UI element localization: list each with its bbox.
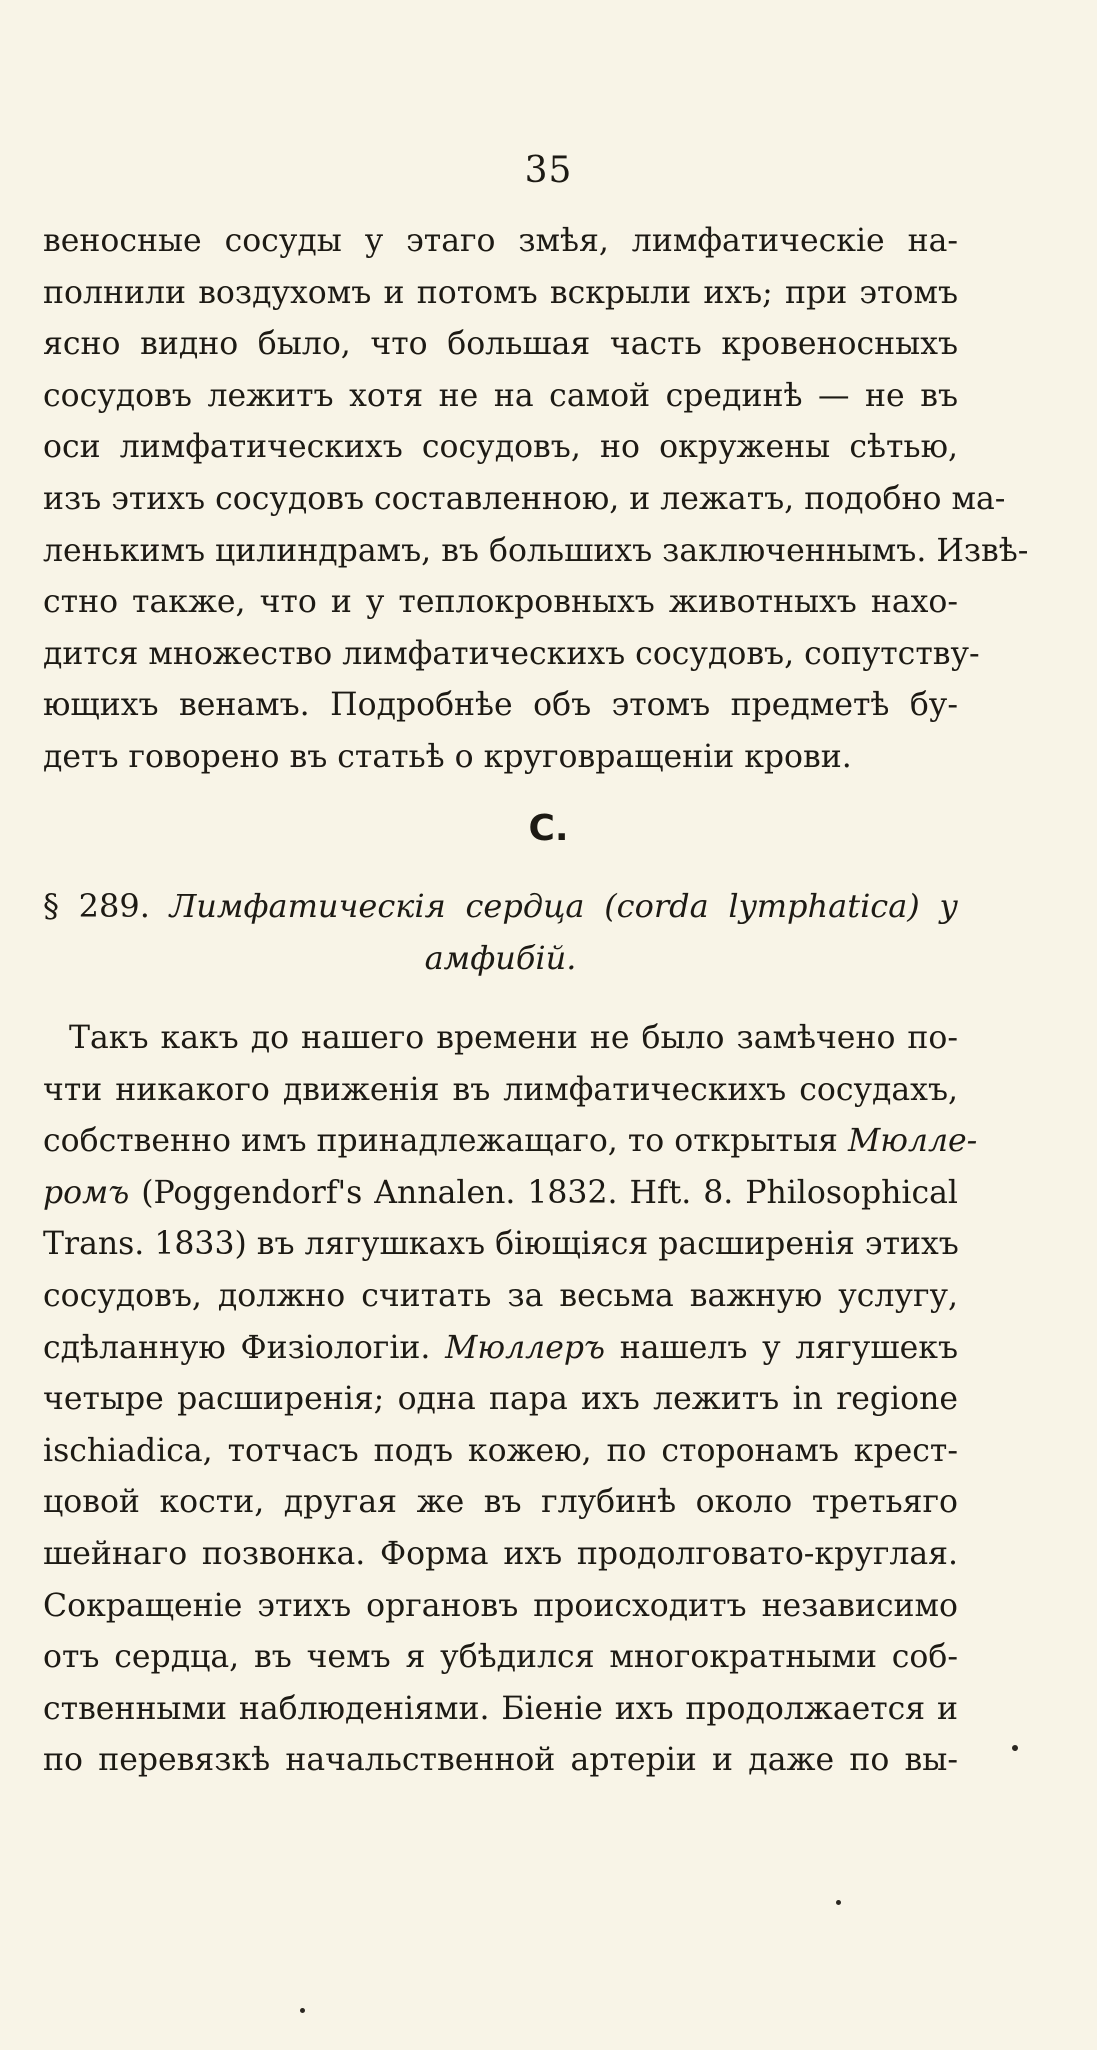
text-segment: шейнаго позвонка. Форма ихъ продолговато-круглая. [43,1535,958,1572]
text-line: ленькимъ цилиндрамъ, въ большихъ заключеннымъ. Извѣ- [43,532,1029,569]
text-line [43,1116,978,1168]
text-segment: по перевязкѣ начальственной артеріи и даже по вы- [43,1742,958,1779]
text-line: ясно видно было, что большая часть кровеносныхъ [43,326,958,363]
text-segment: отъ сердца, въ чемъ я убѣдился многократными соб- [43,1639,958,1676]
heading-line [43,880,958,932]
paragraph-lymph-vessels [43,216,1029,784]
text-line [43,1735,958,1787]
text-line: сосудовъ лежитъ хотя не на самой срединѣ — не въ [43,377,958,414]
text-segment: Сокращеніе этихъ органовъ происходитъ независимо [43,1587,958,1624]
print-speck [1012,1745,1018,1751]
text-segment: (Poggendorf's Annalen. 1832. Hft. 8. Philosophical [129,1174,958,1211]
text-line [43,1168,958,1220]
print-speck [836,1900,841,1905]
italic-text: ромъ [43,1174,130,1211]
italic-text: Мюллеръ [445,1329,606,1366]
section-heading [43,880,958,984]
section-letter: C. [528,808,569,849]
text-segment: сосудовъ, должно считать за весьма важную услугу, [43,1277,958,1314]
text-line [43,1323,958,1375]
text-segment: чти никакого движенія въ лимфатическихъ сосудахъ, [43,1071,958,1108]
text-segment: цовой кости, другая же въ глубинѣ около третьяго [43,1484,958,1521]
text-line: веносные сосуды у этаго змѣя, лимфатическіе на- [43,223,958,259]
text-line: ющихъ венамъ. Подробнѣе объ этомъ предметѣ бу- [43,687,958,724]
heading-title: Лимфатическія сердца [169,887,585,925]
text-line [43,1065,958,1117]
text-segment: ственными наблюденіями. Біеніе ихъ продолжается и [43,1690,958,1727]
text-line [43,1374,958,1426]
paragraph-lymph-hearts [43,1013,978,1787]
text-line [43,1684,958,1736]
text-line: полнили воздухомъ и потомъ вскрыли ихъ; при этомъ [43,274,958,311]
italic-text: Мюлле- [847,1123,978,1160]
heading-latin: (corda lymphatica) [604,887,920,925]
text-segment: Trans. 1833) въ лягушкахъ біющіяся расширенія этихъ [43,1226,959,1263]
text-line [43,1013,958,1065]
text-line [43,1477,958,1529]
text-line: стно также, что и у теплокровныхъ животныхъ нахо- [43,584,958,621]
heading-title-line2: амфибій. [424,939,577,977]
text-line [43,1271,958,1323]
text-line [43,1219,958,1271]
text-line [43,1632,958,1684]
text-segment: Такъ какъ до нашего времени не было замѣчено по- [69,1020,958,1056]
section-number: § 289. [43,887,150,925]
text-segment: сдѣланную Физіологіи. [43,1329,446,1366]
text-segment: ischiadica, тотчасъ подъ кожею, по сторонамъ крест- [43,1432,958,1469]
heading-title-tail: у [939,887,959,925]
text-segment: нашелъ у лягушекъ [605,1329,958,1366]
text-line: детъ говорено въ статьѣ о круговращеніи крови. [43,738,852,775]
text-line [43,1581,958,1633]
text-segment: собственно имъ принадлежащаго, то открытыя [43,1123,848,1160]
text-line [43,1426,958,1478]
text-line: дится множество лимфатическихъ сосудовъ, сопутству- [43,635,980,672]
text-line [43,1529,958,1581]
print-speck [300,2008,305,2013]
text-segment: четыре расширенія; одна пара ихъ лежитъ in regione [43,1381,958,1418]
page-number: 35 [524,150,573,191]
text-line: изъ этихъ сосудовъ составленною, и лежатъ, подобно ма- [43,480,1006,517]
text-line: оси лимфатическихъ сосудовъ, но окружены сѣтью, [43,429,958,466]
